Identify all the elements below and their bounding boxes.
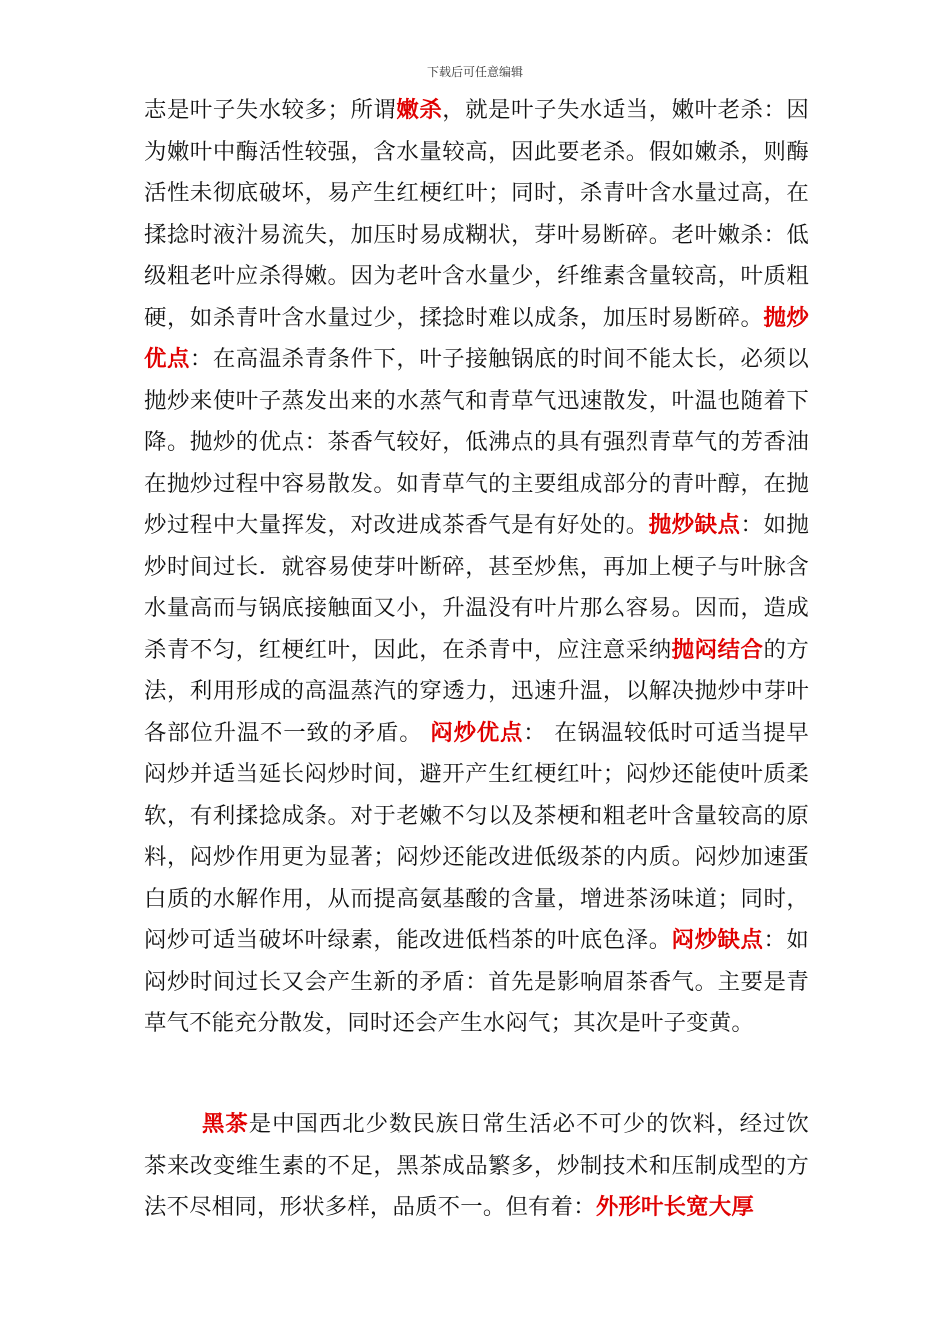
paragraph-tea-processing	[144, 90, 809, 1045]
text-run: ：在高温杀青条件下，叶子接触锅底的时间不能太长，必须以抛炒来使叶子蒸发出来的水蒸气和青草气迅速散发，叶温也随着下降。抛炒的优点：茶香气较好，低沸点的具有强烈青草气的芳香油在抛炒过程中容易散发。如青草气的主要组成部分的青叶醇，在抛炒过程中大量挥发，对改进成茶香气是有好处的。	[144, 346, 809, 538]
highlight-term: 外形叶长宽大厚	[595, 1194, 754, 1220]
highlight-term: 抛炒缺点	[648, 512, 741, 538]
text-run: 志是叶子失水较多；所谓	[144, 97, 397, 123]
text-run: ： 在锅温较低时可适当提早闷炒并适当延长闷炒时间，避开产生红梗红叶；闷炒还能使叶质柔软，有利揉捻成条。对于老嫩不匀以及茶梗和粗老叶含量较高的原料，闷炒作用更为显著；闷炒还能改进低级茶的内质。闷炒加速蛋白质的水解作用，从而提高氨基酸的含量，增进茶汤味道；同时，闷炒可适当破坏叶绿素，能改进低档茶的叶底色泽。	[144, 719, 809, 953]
highlight-term: 抛炒优点	[144, 304, 810, 372]
text-run: 是中国西北少数民族日常生活必不可少的饮料，经过饮茶来改变维生素的不足，黑茶成品繁多，炒制技术和压制成型的方法不尽相同，形状多样，品质不一。但有着：	[144, 1111, 809, 1220]
highlight-term: 抛闷结合	[671, 636, 764, 663]
paragraph-dark-tea	[144, 1104, 809, 1229]
page-header: 下载后可任意编辑	[426, 65, 523, 79]
highlight-term: 黑茶	[202, 1111, 249, 1137]
highlight-term: 闷炒缺点	[671, 927, 764, 953]
text-run: ，就是叶子失水适当，嫩叶老杀：因为嫩叶中酶活性较强，含水量较高，因此要老杀。假如嫩杀，则酶活性未彻底破坏，易产生红梗红叶；同时，杀青叶含水量过高，在揉捻时液汁易流失，加压时易成糊状，芽叶易断碎。老叶嫩杀：低级粗老叶应杀得嫩。因为老叶含水量少，纤维素含量较高，叶质粗硬，如杀青叶含水量过少，揉捻时难以成条，加压时易断碎。	[144, 97, 809, 331]
text-run: ：如抛炒时间过长．就容易使芽叶断碎，甚至炒焦，再加上梗子与叶脉含水量高而与锅底接触面又小，升温没有叶片那么容易。因而，造成杀青不匀，红梗红叶，因此，在杀青中，应注意采纳	[144, 512, 809, 663]
highlight-term: 闷炒优点	[430, 719, 524, 746]
text-run: ：如闷炒时间过长又会产生新的矛盾：首先是影响眉茶香气。主要是青草气不能充分散发，同时还会产生水闷气；其次是叶子变黄。	[144, 927, 809, 1036]
highlight-term: 嫩杀	[396, 97, 443, 123]
text-run: 的方法，利用形成的高温蒸汽的穿透力，迅速升温，以解决抛炒中芽叶各部位升温不一致的矛盾。	[144, 636, 809, 746]
